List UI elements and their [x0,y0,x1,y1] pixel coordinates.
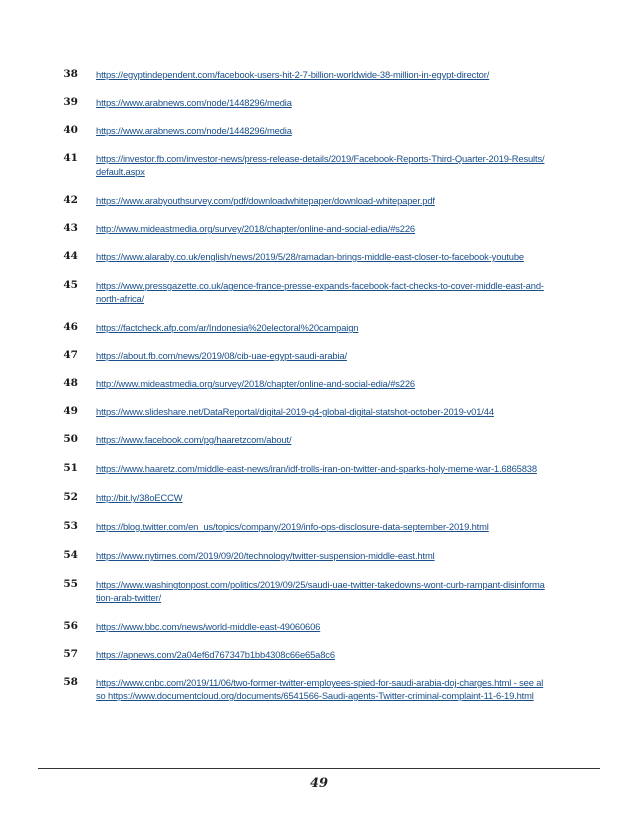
reference-number: 55 [63,578,78,590]
reference-number: 46 [63,321,78,333]
reference-item [0,578,638,604]
reference-number: 48 [63,377,78,389]
reference-number: 58 [63,676,78,688]
reference-number: 49 [63,405,78,417]
reference-item [0,194,638,207]
reference-list [0,68,638,702]
footer-divider [38,768,600,769]
reference-link[interactable]: https://www.slideshare.net/DataReportal/digital-2019-q4-global-digital-statshot-october-2019-v01/44 [96,406,494,417]
reference-link[interactable]: https://www.arabnews.com/node/1448296/media [96,97,292,108]
reference-number: 44 [63,250,78,262]
reference-link[interactable]: https://blog.twitter.com/en_us/topics/company/2019/info-ops-disclosure-data-september-2019.html [96,521,489,532]
reference-link[interactable]: https://www.arabnews.com/node/1448296/media [96,125,292,136]
reference-item [0,377,638,390]
reference-link[interactable]: http://www.mideastmedia.org/survey/2018/chapter/online-and-social-edia/#s226 [96,378,415,389]
reference-item [0,405,638,418]
reference-item [0,152,638,178]
reference-number: 54 [63,549,78,561]
reference-item [0,648,638,661]
reference-link[interactable]: https://www.pressgazette.co.uk/agence-france-presse-expands-facebook-fact-checks-to-cover-middle-east-and-north-africa/ [96,280,544,304]
reference-number: 45 [63,279,78,291]
reference-item [0,96,638,109]
reference-link[interactable]: https://apnews.com/2a04ef6d767347b1bb4308c66e65a8c6 [96,649,335,660]
reference-link[interactable]: https://egyptindependent.com/facebook-users-hit-2-7-billion-worldwide-38-million-in-egypt-director/ [96,69,490,80]
reference-number: 47 [63,349,78,361]
reference-number: 50 [63,433,78,445]
reference-number: 41 [63,152,78,164]
reference-number: 57 [63,648,78,660]
reference-number: 51 [63,462,78,474]
reference-number: 39 [63,96,78,108]
reference-number: 40 [63,124,78,136]
reference-item [0,279,638,305]
reference-item [0,321,638,334]
reference-item [0,68,638,81]
reference-link[interactable]: https://www.nytimes.com/2019/09/20/technology/twitter-suspension-middle-east.html [96,550,435,561]
reference-link[interactable]: https://factcheck.afp.com/ar/Indonesia%20electoral%20campaign [96,322,359,333]
reference-link[interactable]: https://www.cnbc.com/2019/11/06/two-former-twitter-employees-spied-for-saudi-arabia-doj-charges.html - see also https://www.documentcloud.org/documents/6541566-Saudi-agents-Twitter-criminal-complaint-11-6-19.html [96,677,544,701]
reference-link[interactable]: http://bit.ly/38oECCW [96,492,183,503]
reference-number: 42 [63,194,78,206]
reference-item [0,250,638,263]
reference-link[interactable]: https://www.arabyouthsurvey.com/pdf/downloadwhitepaper/download-whitepaper.pdf [96,195,435,206]
reference-link[interactable]: https://www.alaraby.co.uk/english/news/2019/5/28/ramadan-brings-middle-east-closer-to-facebook-youtube [96,251,524,262]
reference-link[interactable]: http://www.mideastmedia.org/survey/2018/chapter/online-and-social-edia/#s226 [96,223,415,234]
reference-item [0,549,638,562]
reference-number: 43 [63,222,78,234]
reference-item [0,349,638,362]
reference-number: 53 [63,520,78,532]
reference-number: 38 [63,68,78,80]
reference-link[interactable]: https://www.washingtonpost.com/politics/2019/09/25/saudi-uae-twitter-takedowns-wont-curb-rampant-disinformation-arab-twitter/ [96,579,545,603]
page-number: 49 [309,776,329,791]
reference-number: 56 [63,620,78,632]
reference-item [0,520,638,533]
reference-item [0,676,638,702]
reference-link[interactable]: https://www.haaretz.com/middle-east-news/iran/idf-trolls-iran-on-twitter-and-sparks-holy-meme-war-1.6865838 [96,463,537,474]
reference-item [0,222,638,235]
reference-item [0,433,638,446]
reference-link[interactable]: https://www.facebook.com/pg/haaretzcom/about/ [96,434,292,445]
reference-item [0,620,638,633]
reference-item [0,491,638,504]
reference-number: 52 [63,491,78,503]
reference-link[interactable]: https://www.bbc.com/news/world-middle-east-49060606 [96,621,321,632]
reference-item [0,124,638,137]
reference-link[interactable]: https://about.fb.com/news/2019/08/cib-uae-egypt-saudi-arabia/ [96,350,347,361]
reference-link[interactable]: https://investor.fb.com/investor-news/press-release-details/2019/Facebook-Reports-Third-Quarter-2019-Results/default.aspx [96,153,545,177]
reference-item [0,462,638,475]
